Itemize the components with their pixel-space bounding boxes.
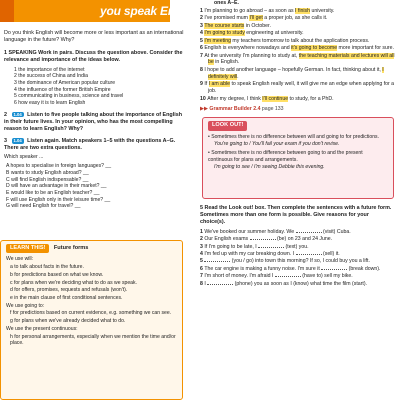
sentence-number: 6 — [200, 45, 205, 52]
gap-fill-number: 4 — [200, 250, 205, 257]
highlighted-future-form: I'm meeting — [204, 37, 231, 44]
highlighted-future-form: I'll continue — [262, 95, 289, 102]
gap-fill-number: 7 — [200, 273, 205, 280]
learn-this-topic: Future forms — [53, 245, 89, 251]
rule-heading: We use the present continuous: — [6, 325, 78, 332]
sentence-number: 4 — [200, 30, 205, 37]
answer-blank[interactable] — [321, 266, 347, 270]
rule-item: h for personal arrangements, especially when we mention the time and/or place. — [10, 333, 176, 347]
sentence-number: 7 — [200, 52, 205, 59]
idea-item: 5 communicating in business, science and travel — [14, 93, 124, 100]
gap-fill-item: 8 I (phone) you as soon as I (know) what time the film (start). — [200, 280, 367, 287]
intro-question: Do you think English will become more or less important as an international language in the future? Why? — [4, 30, 184, 44]
exercise-number: 1 — [4, 50, 7, 57]
question-item: D will have an advantage in their market? __ — [6, 183, 107, 190]
answer-blank[interactable] — [296, 229, 322, 233]
exercise-instruction: Read the Look out! box. Then complete the sentences with a future form. Sometimes more than one form is possible. Give reasons for your choice(s). — [200, 205, 392, 226]
look-out-example-2: I'm going to see / I'm seeing Debbie this evening. — [214, 164, 325, 171]
answer-blank[interactable] — [207, 281, 233, 285]
look-out-box — [202, 117, 394, 199]
right-column — [200, 0, 395, 293]
exercise-subhead: Which speaker ... — [4, 154, 44, 161]
exercise-keyword: SPEAKING — [8, 50, 37, 57]
sentence-item: 9 If I am able to speak English really well, it will give me an edge when applying for a job. — [200, 81, 395, 95]
gap-fill-item: 4 I'm fed up with my car breaking down. I (sell) it. — [200, 250, 340, 257]
idea-item: 6 how easy it is to learn English — [14, 100, 86, 107]
highlighted-future-form: I'm going to study — [204, 30, 245, 37]
sentence-item: 8 I hope to add another language – hopefully German. In fact, thinking about it, I definitely will. — [200, 66, 384, 80]
highlighted-future-form: the teaching materials and lectures will all be — [208, 52, 395, 66]
sentence-number: 10 — [200, 95, 208, 102]
continued-instruction: ones A–E. — [214, 0, 239, 6]
gap-fill-item: 6 The car engine is making a funny noise. I'm sure it (break down). — [200, 265, 381, 272]
idea-list — [14, 67, 187, 107]
left-column — [4, 30, 187, 215]
sentence-item: 4 I'm going to study engineering at university. — [200, 30, 304, 37]
answer-blank[interactable] — [296, 251, 322, 255]
exercise-instruction: Work in pairs. Discuss the question above. Consider the relevance and importance of the ideas below. — [4, 50, 183, 64]
gap-fill-number: 1 — [200, 228, 205, 235]
banner-tab — [0, 0, 14, 22]
audio-track-badge[interactable]: 1.04 — [13, 111, 22, 117]
gap-fill-item: 7 I'm short of money. I'm afraid I (have to) sell my bike. — [200, 273, 353, 280]
answer-blank[interactable] — [258, 244, 284, 248]
sentence-number: 1 — [200, 7, 205, 14]
answer-blank[interactable] — [250, 236, 276, 240]
exercise-number: 3 — [4, 138, 7, 145]
exercise-5 — [200, 205, 395, 287]
rule-item: f for predictions based on current evidence, e.g. something we can see. — [10, 310, 172, 317]
exercise-3 — [4, 138, 187, 210]
question-item: A hopes to specialise in foreign languages? __ — [6, 163, 112, 170]
question-item: G will need English for travel? __ — [6, 203, 81, 210]
gap-fill-item: 3 If I'm going to be late, I (text) you. — [200, 243, 309, 250]
learn-this-box — [0, 240, 183, 400]
rule-item: e in the main clause of first conditional sentences. — [10, 294, 123, 301]
sentence-number: 9 — [200, 81, 205, 88]
gap-fill-list — [200, 229, 395, 288]
highlighted-future-form: I am able — [208, 81, 230, 88]
gap-fill-item: 1 We've booked our summer holiday. We (visit) Cuba. — [200, 228, 351, 235]
answer-blank[interactable] — [204, 258, 230, 262]
gap-fill-number: 8 — [200, 280, 205, 287]
question-item: E would like to be an English teacher? __ — [6, 190, 100, 197]
rule-heading: We use going to: — [6, 302, 45, 309]
question-list — [6, 163, 187, 210]
question-item: F will use English only in their leisure time? __ — [6, 196, 111, 203]
gap-fill-number: 5 — [200, 258, 205, 265]
question-item: B wants to study English abroad? __ — [6, 169, 89, 176]
idea-item: 2 the success of China and India — [14, 73, 88, 80]
sentence-item: 5 I'm meeting my teachers tomorrow to talk about the application process. — [200, 37, 370, 44]
exercise-number: 5 — [200, 205, 203, 212]
highlighted-future-form: The course starts — [204, 22, 245, 29]
highlighted-future-form: I'll get — [249, 15, 263, 22]
idea-item: 3 the dominance of American popular culture — [14, 79, 116, 86]
highlighted-future-form: I definitely will — [208, 66, 384, 80]
learn-this-label: LEARN THIS! — [6, 244, 49, 253]
exercise-number: 2 — [4, 111, 7, 118]
question-item: C will find English indispensable? __ — [6, 176, 89, 183]
header-banner — [0, 0, 189, 22]
sentence-item: 7 At the university I'm planning to study at, the teaching materials and lectures will all be in English. — [200, 52, 395, 66]
idea-item: 4 the influence of the former British Empire — [14, 86, 111, 93]
gap-fill-item: 5 (you / go) into town this morning? If so, I could buy you a lift. — [200, 258, 370, 265]
exercise-2 — [4, 112, 187, 133]
look-out-rule-1: • Sometimes there is no difference between will and going to for predictions. — [208, 133, 380, 140]
highlighted-future-form: I finish — [295, 7, 311, 14]
sentence-item: 10 After my degree, I think I'll continue to study, for a PhD. — [200, 95, 334, 102]
sentence-number: 3 — [200, 22, 205, 29]
sentence-item: 1 I'm planning to go abroad – as soon as I finish university. — [200, 7, 335, 14]
look-out-example-1: You're going to / You'll fail your exam if you don't revise. — [214, 141, 340, 148]
lesson-title: you speak Engli — [100, 4, 189, 18]
example-sentences — [200, 8, 395, 103]
rule-item: a to talk about facts in the future. — [10, 264, 84, 271]
sentence-number: 8 — [200, 66, 205, 73]
look-out-label: LOOK OUT! — [208, 121, 247, 130]
rule-item: c for plans when we're deciding what to do as we speak. — [10, 279, 137, 286]
grammar-builder-link[interactable]: ▶▶ Grammar Builder 2.4 page 133 — [200, 106, 284, 113]
audio-track-badge[interactable]: 1.04 — [13, 138, 22, 144]
highlighted-future-form: it's going to become — [291, 45, 338, 52]
rule-list — [6, 256, 177, 347]
rule-heading: We use will: — [6, 256, 34, 263]
rule-item: b for predictions based on what we know. — [10, 271, 104, 278]
gap-fill-number: 6 — [200, 265, 205, 272]
answer-blank[interactable] — [275, 273, 301, 277]
sentence-item: 2 I've promised mum I'll get a proper job, as she calls it. — [200, 15, 328, 22]
exercise-1 — [4, 50, 187, 107]
rule-item: d for offers, promises, requests and refusals (won't). — [10, 287, 128, 294]
gap-fill-item: 2 Our English exams (be) on 23 and 24 June. — [200, 236, 333, 243]
gap-fill-number: 3 — [200, 243, 205, 250]
sentence-item: 3 The course starts in October. — [200, 22, 271, 29]
idea-item: 1 the importance of the internet — [14, 66, 85, 73]
sentence-number: 5 — [200, 37, 205, 44]
sentence-item: 6 English is everywhere nowadays and it's going to become more important for sure. — [200, 45, 394, 52]
look-out-rule-2: • Sometimes there is no difference between going to and the present continuous for plans and arrangements. — [208, 150, 363, 163]
rule-item: g for plans when we've already decided what to do. — [10, 318, 126, 325]
exercise-instruction: Listen again. Match speakers 1–5 with the questions A–G. There are two extra questions. — [4, 138, 176, 152]
sentence-number: 2 — [200, 15, 205, 22]
exercise-instruction: Listen to five people talking about the importance of English in their future lives. In your opinion, who has the most compelling reason to learn English? Why? — [4, 111, 183, 133]
gap-fill-number: 2 — [200, 236, 205, 243]
